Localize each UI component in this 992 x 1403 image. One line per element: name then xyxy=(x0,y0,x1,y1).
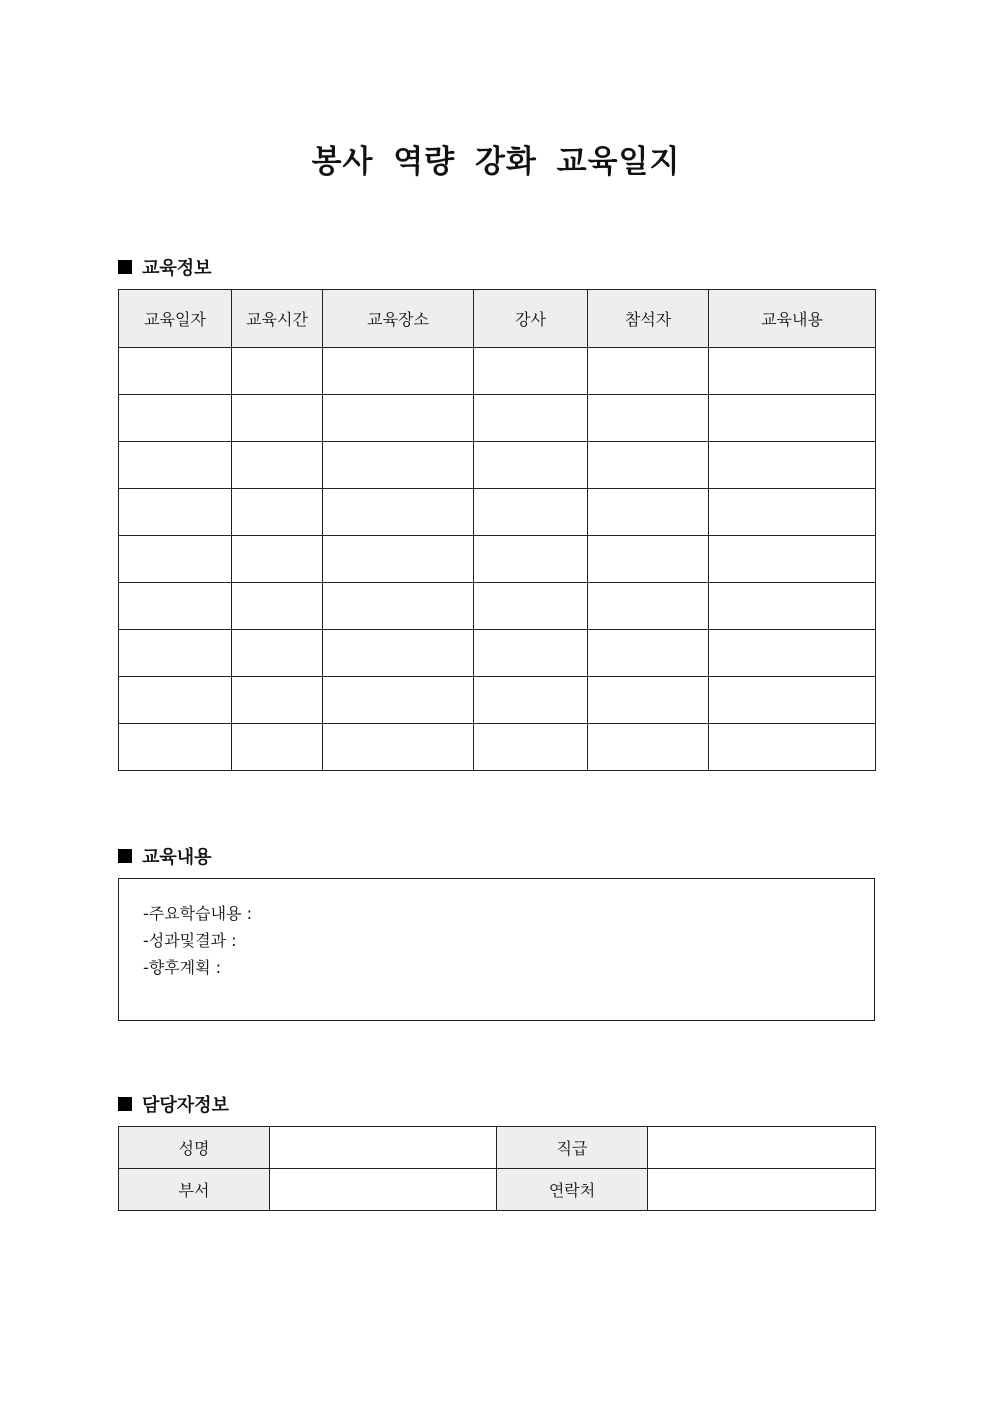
cell-attendees[interactable] xyxy=(588,489,709,536)
cell-attendees[interactable] xyxy=(588,536,709,583)
label-rank: 직급 xyxy=(497,1127,648,1169)
table-row xyxy=(119,536,876,583)
table-row xyxy=(119,677,876,724)
cell-date[interactable] xyxy=(119,677,232,724)
cell-time[interactable] xyxy=(232,536,323,583)
cell-attendees[interactable] xyxy=(588,395,709,442)
cell-time[interactable] xyxy=(232,489,323,536)
cell-content[interactable] xyxy=(709,489,876,536)
cell-date[interactable] xyxy=(119,536,232,583)
cell-place[interactable] xyxy=(323,536,474,583)
content-line-main-learning: -주요학습내용 : xyxy=(143,904,252,923)
cell-attendees[interactable] xyxy=(588,724,709,771)
table-row xyxy=(119,442,876,489)
cell-attendees[interactable] xyxy=(588,630,709,677)
table-row xyxy=(119,489,876,536)
cell-content[interactable] xyxy=(709,348,876,395)
value-name-field[interactable] xyxy=(270,1127,497,1169)
cell-place[interactable] xyxy=(323,677,474,724)
cell-date[interactable] xyxy=(119,442,232,489)
cell-instructor[interactable] xyxy=(474,536,588,583)
cell-date[interactable] xyxy=(119,489,232,536)
table-row xyxy=(119,1127,876,1169)
section-heading-education-content xyxy=(118,843,212,869)
cell-place[interactable] xyxy=(323,630,474,677)
value-rank-field[interactable] xyxy=(648,1127,876,1169)
manager-info-table xyxy=(118,1126,876,1211)
cell-content[interactable] xyxy=(709,395,876,442)
cell-date[interactable] xyxy=(119,348,232,395)
cell-date[interactable] xyxy=(119,630,232,677)
cell-content[interactable] xyxy=(709,536,876,583)
table-row xyxy=(119,395,876,442)
content-line-future-plan: -향후계획 : xyxy=(143,958,222,977)
column-header-instructor: 강사 xyxy=(474,290,588,348)
cell-attendees[interactable] xyxy=(588,348,709,395)
black-square-icon xyxy=(118,260,132,274)
cell-time[interactable] xyxy=(232,442,323,489)
column-header-place: 교육장소 xyxy=(323,290,474,348)
cell-content[interactable] xyxy=(709,442,876,489)
column-header-content: 교육내용 xyxy=(709,290,876,348)
cell-place[interactable] xyxy=(323,395,474,442)
cell-place[interactable] xyxy=(323,442,474,489)
cell-content[interactable] xyxy=(709,630,876,677)
cell-content[interactable] xyxy=(709,677,876,724)
cell-instructor[interactable] xyxy=(474,395,588,442)
table-row xyxy=(119,583,876,630)
table-header-row xyxy=(119,290,876,348)
cell-date[interactable] xyxy=(119,395,232,442)
cell-time[interactable] xyxy=(232,677,323,724)
cell-content[interactable] xyxy=(709,724,876,771)
table-row xyxy=(119,1169,876,1211)
table-row xyxy=(119,348,876,395)
education-content-box[interactable] xyxy=(118,878,875,1021)
cell-place[interactable] xyxy=(323,724,474,771)
label-contact: 연락처 xyxy=(497,1169,648,1211)
education-info-table xyxy=(118,289,876,771)
cell-time[interactable] xyxy=(232,583,323,630)
label-department: 부서 xyxy=(119,1169,270,1211)
cell-date[interactable] xyxy=(119,583,232,630)
black-square-icon xyxy=(118,1097,132,1111)
cell-instructor[interactable] xyxy=(474,630,588,677)
cell-instructor[interactable] xyxy=(474,442,588,489)
column-header-time: 교육시간 xyxy=(232,290,323,348)
column-header-date: 교육일자 xyxy=(119,290,232,348)
content-line-results: -성과및결과 : xyxy=(143,931,237,950)
cell-time[interactable] xyxy=(232,348,323,395)
cell-attendees[interactable] xyxy=(588,677,709,724)
label-name: 성명 xyxy=(119,1127,270,1169)
value-contact-field[interactable] xyxy=(648,1169,876,1211)
column-header-attendees: 참석자 xyxy=(588,290,709,348)
cell-date[interactable] xyxy=(119,724,232,771)
section-heading-label: 담당자정보 xyxy=(142,1095,229,1116)
cell-time[interactable] xyxy=(232,395,323,442)
cell-instructor[interactable] xyxy=(474,489,588,536)
section-heading-education-info xyxy=(118,254,212,280)
cell-place[interactable] xyxy=(323,583,474,630)
cell-place[interactable] xyxy=(323,348,474,395)
education-content-lines xyxy=(143,900,252,981)
section-heading-label: 교육내용 xyxy=(142,847,212,868)
table-row xyxy=(119,630,876,677)
value-department-field[interactable] xyxy=(270,1169,497,1211)
section-heading-label: 교육정보 xyxy=(142,258,212,279)
cell-attendees[interactable] xyxy=(588,442,709,489)
cell-instructor[interactable] xyxy=(474,348,588,395)
cell-place[interactable] xyxy=(323,489,474,536)
table-row xyxy=(119,724,876,771)
cell-time[interactable] xyxy=(232,630,323,677)
cell-content[interactable] xyxy=(709,583,876,630)
black-square-icon xyxy=(118,849,132,863)
cell-instructor[interactable] xyxy=(474,583,588,630)
cell-instructor[interactable] xyxy=(474,724,588,771)
cell-instructor[interactable] xyxy=(474,677,588,724)
section-heading-manager-info xyxy=(118,1091,229,1117)
cell-attendees[interactable] xyxy=(588,583,709,630)
page-title: 봉사 역량 강화 교육일지 xyxy=(311,144,681,180)
cell-time[interactable] xyxy=(232,724,323,771)
